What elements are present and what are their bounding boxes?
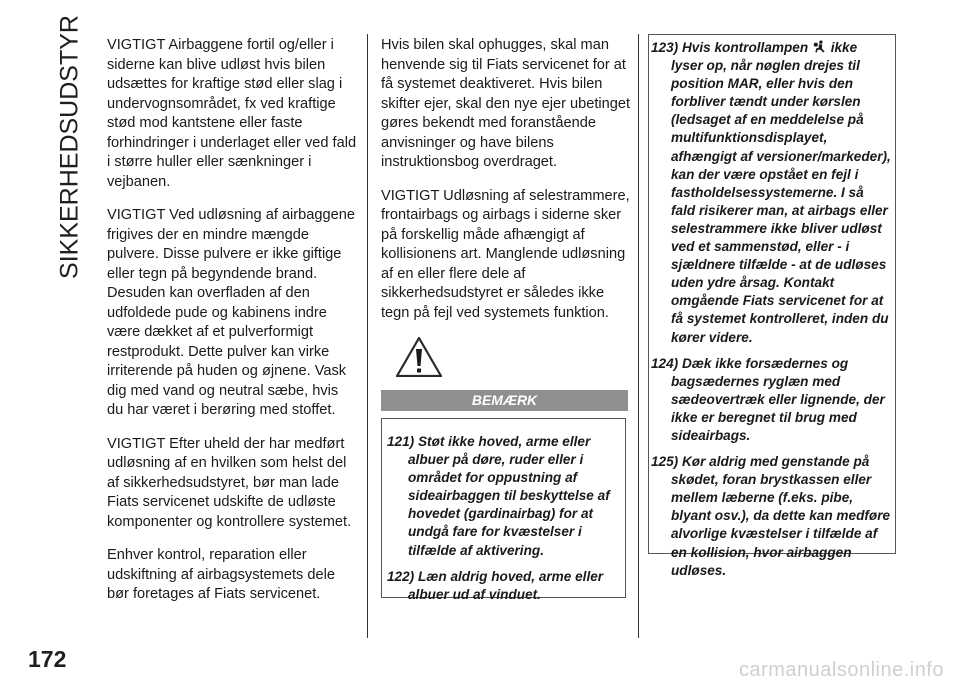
paragraph: Enhver kontrol, reparation eller udskiftning af airbagsystemets dele bør foretages af Fiats servicenet. bbox=[107, 547, 335, 602]
text-column-1 bbox=[107, 36, 357, 619]
note-item: 125) Kør aldrig med genstande på skødet, foran brystkassen eller mellem læberne (f.eks. pibe, blyant osv.), da dette kan medføre alvorlige kvæstelser i tilfælde af en kollision, hvor airbaggen udløses. bbox=[651, 454, 891, 578]
section-title-text: SIKKERHEDSUDSTYR bbox=[55, 15, 84, 279]
note-item: 121) Støt ikke hoved, arme eller albuer på døre, ruder eller i området for oppustning af sideairbaggen til beskyttelse af hovedet (gardinairbag) for at undgå fare for kvæstelser i tilfælde af aktivering. bbox=[387, 434, 610, 558]
text-column-2 bbox=[381, 36, 633, 337]
notice-box-right bbox=[648, 34, 896, 578]
section-title-vertical bbox=[52, 15, 88, 279]
notice-header-bar bbox=[381, 390, 628, 411]
paragraph: VIGTIGT Ved udløsning af airbaggene frigives der en mindre mængde pulvere. Disse pulvere er ikke giftige eller tegn på begyndende brand. Desuden kan overfladen af den udfoldede pude og kabinens indre være dækket af et pulverformigt restprodukt. Dette pulver kan virke irriterende på huden og øjnene. Vask dig med vand og neutral sæbe, hvis du har været i berøring med stoffet. bbox=[107, 207, 355, 418]
note-item: 124) Dæk ikke forsædernes og bagsædernes ryglæn med sædeovertræk eller lignende, der ikke er beregnet til brug med sideairbags. bbox=[651, 355, 885, 443]
exclamation-triangle-icon bbox=[396, 337, 442, 377]
note-item: 122) Læn aldrig hoved, arme eller albuer ud af vinduet. bbox=[387, 568, 604, 602]
note-text: 123) Hvis kontrollampen bbox=[651, 40, 809, 55]
airbag-warning-icon bbox=[813, 40, 826, 53]
column-divider bbox=[367, 34, 368, 638]
page-number: 172 bbox=[28, 646, 67, 672]
watermark: carmanualsonline.info bbox=[738, 659, 944, 681]
column-divider bbox=[638, 34, 639, 638]
paragraph: VIGTIGT Efter uheld der har medført udløsning af en hvilken som helst del af sikkerhedsudstyret, bør man lade Fiats servicenet udskifte de udløste komponenter og kontrollere systemet. bbox=[107, 435, 352, 530]
paragraph: VIGTIGT Udløsning af selestrammere, frontairbags og airbags i siderne sker på forskellig måde afhængigt af kollisionens art. Manglende udløsning af en eller flere dele af sikkerhedsudstyret er således ikke tegn på fejl ved systemets funktion. bbox=[381, 187, 630, 321]
paragraph: VIGTIGT Airbaggene fortil og/eller i siderne kan blive udløst hvis bilen udsættes for kraftige stød eller slag i undervognsområdet, fx ved kraftige stød mod kantstene eller faste forhindringer i underlaget eller ved fald i større huller eller sænkninger i vejbanen. bbox=[107, 37, 357, 190]
notice-box bbox=[381, 418, 626, 602]
paragraph: Hvis bilen skal ophugges, skal man henvende sig til Fiats servicenet for at få systemet deaktiveret. Hvis bilen skifter ejer, skal den nye ejer ubetinget gøres bekendt med foranstående anvisninger og have bilens instruktionsbog overdraget. bbox=[381, 37, 631, 170]
note-item bbox=[649, 39, 895, 347]
notice-header-label: BEMÆRK bbox=[471, 392, 538, 408]
note-text: ikke lyser op, når nøglen drejes til position MAR, eller hvis den forbliver tændt under kørslen (ledsaget af en meddelelse på multifunktionsdisplayet, afhængigt af versioner/markeder), kan der være opstået en fejl i fastholdelsessystemerne. I så fald risikerer man, at airbags eller selestrammere ikke bliver udløst ved et sammenstød, eller - i sjældnere tilfælde - at de udløses uden ydre årsag. Kontakt omgående Fiats servicenet for at få systemet kontrolleret, inden du kører videre. bbox=[671, 40, 891, 345]
